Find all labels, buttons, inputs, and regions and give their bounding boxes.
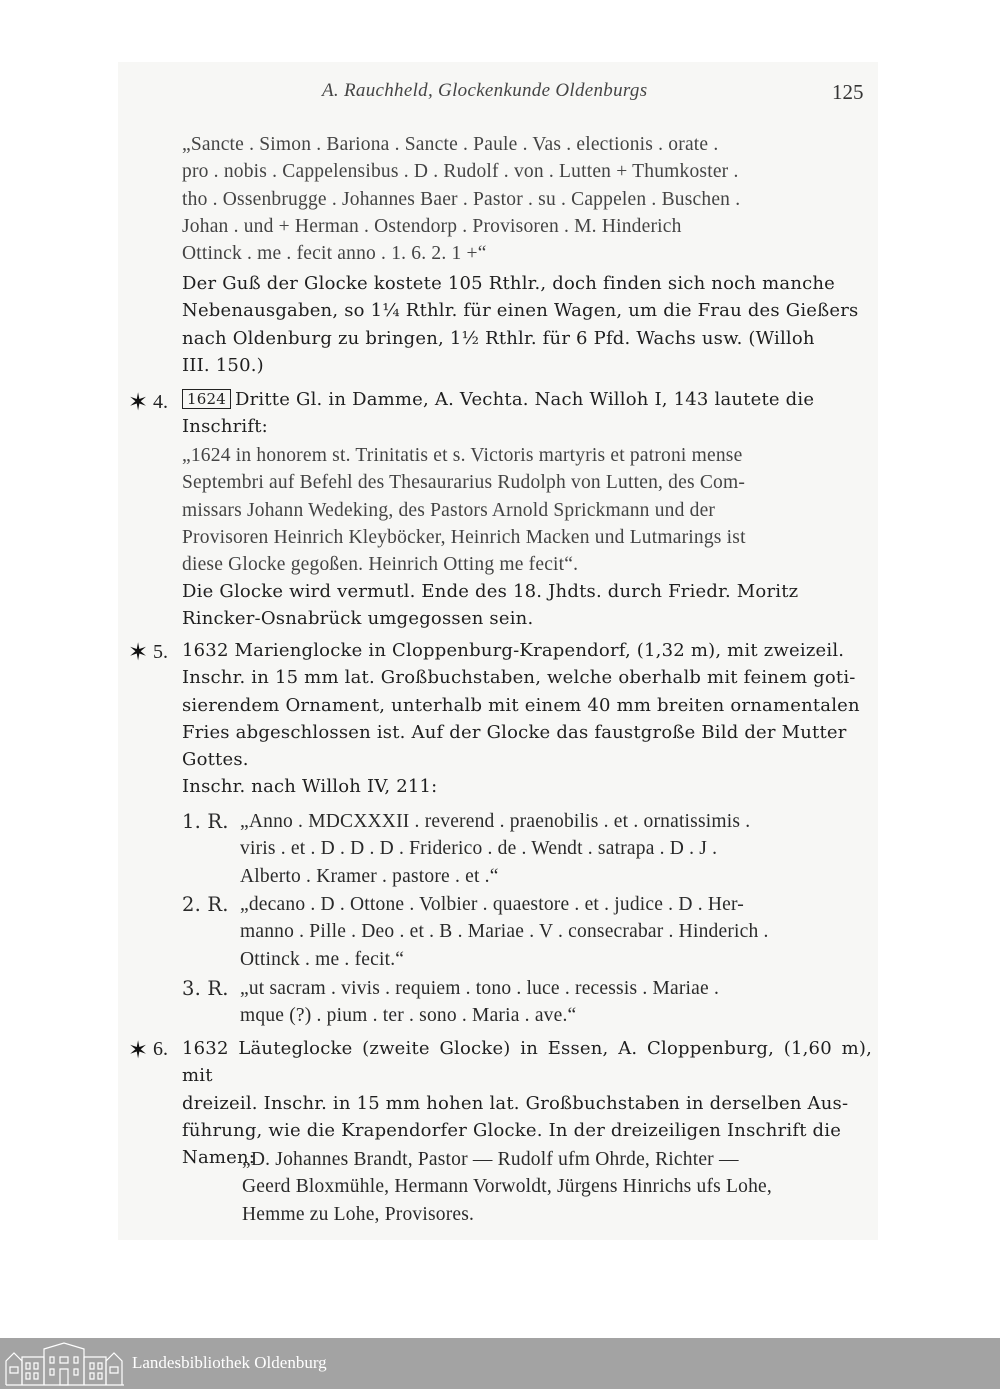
text-line: Nebenausgaben, so 1¼ Rthlr. für einen Wagen, um die Frau des Gießers bbox=[182, 300, 859, 322]
text-line: Ottinck . me . fecit.“ bbox=[240, 948, 405, 970]
entry-number: 6. bbox=[153, 1038, 168, 1060]
text-line: „1624 in honorem st. Trinitatis et s. Victoris martyris et patroni mense bbox=[182, 445, 743, 466]
text-line: tho . Ossenbrugge . Johannes Baer . Pastor . su . Cappelen . Buschen . bbox=[182, 188, 741, 210]
inscription-row-2 bbox=[240, 891, 872, 973]
text-segment: Dritte Gl. in Damme, A. Vechta. Nach Willoh I, 143 lautete die bbox=[234, 389, 815, 410]
entry4-quote bbox=[182, 442, 872, 578]
text-line: III. 150.) bbox=[182, 354, 264, 376]
text-line: Gottes. bbox=[182, 749, 249, 771]
text-line: „ut sacram . vivis . requiem . tono . luce . recessis . Mariae . bbox=[240, 978, 720, 999]
text-line: Die Glocke wird vermutl. Ende des 18. Jhdts. durch Friedr. Moritz bbox=[182, 581, 799, 602]
text-line: Inschr. in 15 mm lat. Großbuchstaben, welche oberhalb mit feinem goti- bbox=[182, 667, 856, 689]
text-line: „Anno . MDCXXXII . reverend . praenobilis . et . ornatissimis . bbox=[240, 811, 751, 832]
text-line: 1632 Läuteglocke (zweite Glocke) in Essen, A. Cloppenburg, (1,60 m), mit bbox=[182, 1038, 872, 1087]
inscription-row-3 bbox=[240, 975, 872, 1030]
text-line: Alberto . Kramer . pastore . et .“ bbox=[240, 865, 499, 887]
text-line: manno . Pille . Deo . et . B . Mariae . V . consecrabar . Hinderich . bbox=[240, 921, 769, 943]
text-line: Provisoren Heinrich Kleyböcker, Heinrich Macken und Lutmarings ist bbox=[182, 526, 746, 548]
text-line: dreizeil. Inschr. in 15 mm hohen lat. Großbuchstaben in derselben Aus- bbox=[182, 1092, 849, 1114]
star-marker: ✶ bbox=[128, 1038, 149, 1064]
entry5-description bbox=[182, 637, 872, 773]
text-line: missars Johann Wedeking, des Pastors Arnold Sprickmann und der bbox=[182, 499, 716, 521]
text-line: pro . nobis . Cappelensibus . D . Rudolf . von . Lutten + Thumkoster . bbox=[182, 161, 739, 183]
entry4-note bbox=[182, 578, 872, 633]
text-line: Johan . und + Herman . Ostendorp . Provisoren . M. Hinderich bbox=[182, 215, 682, 237]
text-line: nach Oldenburg zu bringen, 1½ Rthlr. für 6 Pfd. Wachs usw. (Willoh bbox=[182, 327, 815, 349]
footer-bar bbox=[0, 1338, 1000, 1389]
row-label: 1. R. bbox=[182, 810, 229, 833]
text-line: diese Glocke gegoßen. Heinrich Otting me fecit“. bbox=[182, 554, 579, 576]
entry6-names-quote bbox=[242, 1146, 872, 1228]
text-line: Geerd Bloxmühle, Hermann Vorwoldt, Jürgens Hinrichs ufs Lohe, bbox=[242, 1176, 772, 1198]
text-line: „decano . D . Ottone . Volbier . quaestore . et . judice . D . Her- bbox=[240, 894, 744, 915]
cost-paragraph bbox=[182, 270, 872, 379]
inscription-continuation bbox=[182, 131, 872, 267]
running-header: A. Rauchheld, Glockenkunde Oldenburgs bbox=[322, 80, 648, 101]
text-line: Inschrift: bbox=[182, 416, 268, 438]
row-label: 3. R. bbox=[182, 977, 229, 1000]
text-line: Rincker-Osnabrück umgegossen sein. bbox=[182, 608, 534, 630]
entry-number: 5. bbox=[153, 641, 168, 663]
text-line: Der Guß der Glocke kostete 105 Rthlr., doch finden sich noch manche bbox=[182, 273, 836, 294]
inscription-row-1 bbox=[240, 808, 872, 890]
text-line: Namen: bbox=[182, 1147, 256, 1169]
text-line: Fries abgeschlossen ist. Auf der Glocke das faustgroße Bild der Mutter bbox=[182, 721, 847, 743]
library-name: Landesbibliothek Oldenburg bbox=[132, 1353, 327, 1372]
text-line: Septembri auf Befehl des Thesaurarius Rudolph von Lutten, des Com- bbox=[182, 472, 746, 494]
entry-number: 4. bbox=[153, 391, 168, 413]
text-line: mque (?) . pium . ter . sono . Maria . ave.“ bbox=[240, 1005, 577, 1027]
star-marker: ✶ bbox=[128, 390, 149, 416]
entry5-intro: Inschr. nach Willoh IV, 211: bbox=[182, 776, 438, 797]
text-line: 1632 Marienglocke in Cloppenburg-Krapendorf, (1,32 m), mit zweizeil. bbox=[182, 640, 845, 661]
year-box: 1624 bbox=[182, 389, 231, 409]
star-marker: ✶ bbox=[128, 640, 149, 666]
text-line: viris . et . D . D . D . Friderico . de . Wendt . satrapa . D . J . bbox=[240, 838, 718, 860]
row-label: 2. R. bbox=[182, 893, 229, 916]
text-line: „D. Johannes Brandt, Pastor — Rudolf ufm Ohrde, Richter — bbox=[242, 1149, 739, 1170]
text-line: „Sancte . Simon . Bariona . Sancte . Paule . Vas . electionis . orate . bbox=[182, 134, 719, 155]
text-line: sierendem Ornament, unterhalb mit einem 40 mm breiten ornamentalen bbox=[182, 694, 860, 716]
text-line: Ottinck . me . fecit anno . 1. 6. 2. 1 +“ bbox=[182, 243, 487, 265]
text-line bbox=[182, 386, 872, 413]
page-number: 125 bbox=[832, 80, 864, 104]
text-line: Hemme zu Lohe, Provisores. bbox=[242, 1203, 475, 1225]
text-line: führung, wie die Krapendorfer Glocke. In der dreizeiligen Inschrift die bbox=[182, 1119, 842, 1141]
entry4-heading bbox=[182, 386, 872, 441]
library-building-icon bbox=[4, 1341, 126, 1386]
